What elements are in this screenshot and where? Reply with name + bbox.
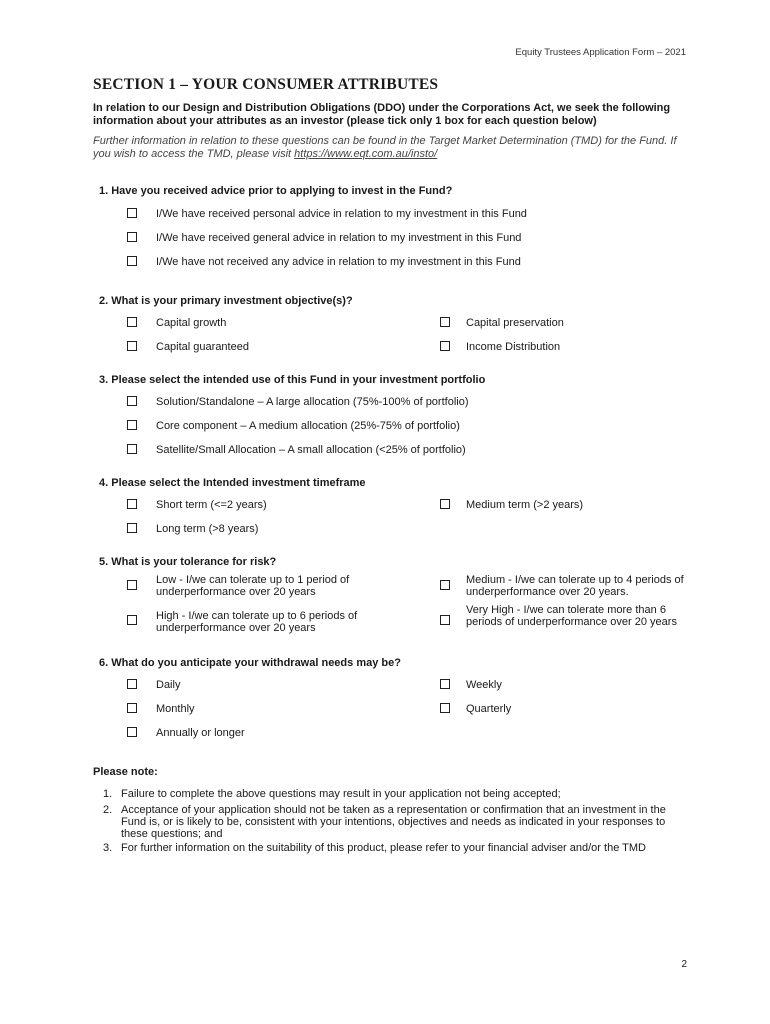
q2-option-3-label: Capital guaranteed — [156, 341, 249, 353]
tmd-link[interactable]: https://www.eqt.com.au/insto/ — [294, 148, 438, 160]
question-6-label: 6. What do you anticipate your withdrawal needs may be? — [99, 657, 401, 669]
q6-option-2-checkbox[interactable] — [440, 679, 450, 689]
note-item — [103, 842, 693, 868]
q3-option-2-checkbox[interactable] — [127, 420, 137, 430]
question-1-label: 1. Have you received advice prior to applying to invest in the Fund? — [99, 185, 453, 197]
q5-option-3-label: High - I/we can tolerate up to 6 periods of underperformance over 20 years — [156, 610, 358, 634]
q5-option-1-label: Low - I/we can tolerate up to 1 period of underperformance over 20 years — [156, 574, 350, 598]
page-number: 2 — [681, 959, 687, 970]
q6-option-5-checkbox[interactable] — [127, 727, 137, 737]
q1-option-1-checkbox[interactable] — [127, 208, 137, 218]
section-title: SECTION 1 – YOUR CONSUMER ATTRIBUTES — [93, 76, 439, 93]
note-item — [103, 788, 693, 801]
q6-option-3-checkbox[interactable] — [127, 703, 137, 713]
q5-option-3-checkbox[interactable] — [127, 615, 137, 625]
q6-option-5-label: Annually or longer — [156, 727, 245, 739]
note-text: Acceptance of your application should not be taken as a representation or confirmation that an investment in the Fund is, or is likely to be, consistent with your intentions, objectives and needs as indicated in your responses to these questions; and — [121, 804, 666, 840]
note-number: 1. — [103, 788, 113, 800]
q2-option-4-label: Income Distribution — [466, 341, 561, 353]
q4-option-2-checkbox[interactable] — [440, 499, 450, 509]
note-item — [103, 804, 693, 842]
notes-title: Please note: — [93, 766, 158, 778]
q6-option-4-checkbox[interactable] — [440, 703, 450, 713]
question-4-label: 4. Please select the Intended investment timeframe — [99, 477, 366, 489]
q3-option-3-label: Satellite/Small Allocation – A small allocation (<25% of portfolio) — [156, 444, 466, 456]
q2-option-2-label: Capital preservation — [466, 317, 564, 329]
form-header-title: Equity Trustees Application Form – 2021 — [515, 47, 686, 58]
q4-option-1-checkbox[interactable] — [127, 499, 137, 509]
q2-option-3-checkbox[interactable] — [127, 341, 137, 351]
note-text: Failure to complete the above questions may result in your application not being accepted; — [121, 788, 561, 800]
q4-option-1-label: Short term (<=2 years) — [156, 499, 267, 511]
q3-option-1-label: Solution/Standalone – A large allocation (75%-100% of portfolio) — [156, 396, 469, 408]
q4-option-3-label: Long term (>8 years) — [156, 523, 259, 535]
q6-option-1-checkbox[interactable] — [127, 679, 137, 689]
q2-option-1-label: Capital growth — [156, 317, 227, 329]
question-3-label: 3. Please select the intended use of this Fund in your investment portfolio — [99, 374, 486, 386]
q6-option-1-label: Daily — [156, 679, 181, 691]
q6-option-3-label: Monthly — [156, 703, 195, 715]
section-intro: In relation to our Design and Distribution Obligations (DDO) under the Corporations Act, we seek the following information about your attributes as an investor (please tick only 1 box for each question below) — [93, 102, 671, 127]
tmd-info-text: Further information in relation to these questions can be found in the Target Market Determination (TMD) for the Fund. If you wish to access the TMD, please visit — [93, 135, 677, 160]
q4-option-3-checkbox[interactable] — [127, 523, 137, 533]
q1-option-1-label: I/We have received personal advice in relation to my investment in this Fund — [156, 208, 527, 220]
question-2-label: 2. What is your primary investment objective(s)? — [99, 295, 353, 307]
q2-option-4-checkbox[interactable] — [440, 341, 450, 351]
q3-option-2-label: Core component – A medium allocation (25%-75% of portfolio) — [156, 420, 460, 432]
q5-option-2-label: Medium - I/we can tolerate up to 4 periods of underperformance over 20 years. — [466, 574, 684, 598]
q5-option-4-checkbox[interactable] — [440, 615, 450, 625]
q1-option-2-label: I/We have received general advice in relation to my investment in this Fund — [156, 232, 522, 244]
q6-option-4-label: Quarterly — [466, 703, 512, 715]
q1-option-2-checkbox[interactable] — [127, 232, 137, 242]
note-number: 3. — [103, 842, 113, 854]
tmd-info — [93, 135, 693, 161]
q5-option-1-checkbox[interactable] — [127, 580, 137, 590]
q5-option-4-label: Very High - I/we can tolerate more than 6 periods of underperformance over 20 years — [466, 604, 677, 628]
note-number: 2. — [103, 804, 113, 816]
q3-option-1-checkbox[interactable] — [127, 396, 137, 406]
q6-option-2-label: Weekly — [466, 679, 502, 691]
note-text: For further information on the suitability of this product, please refer to your financial adviser and/or the TMD — [121, 842, 646, 854]
question-5-label: 5. What is your tolerance for risk? — [99, 556, 277, 568]
q3-option-3-checkbox[interactable] — [127, 444, 137, 454]
q4-option-2-label: Medium term (>2 years) — [466, 499, 584, 511]
q2-option-2-checkbox[interactable] — [440, 317, 450, 327]
q1-option-3-checkbox[interactable] — [127, 256, 137, 266]
q2-option-1-checkbox[interactable] — [127, 317, 137, 327]
q5-option-2-checkbox[interactable] — [440, 580, 450, 590]
q1-option-3-label: I/We have not received any advice in relation to my investment in this Fund — [156, 256, 521, 268]
